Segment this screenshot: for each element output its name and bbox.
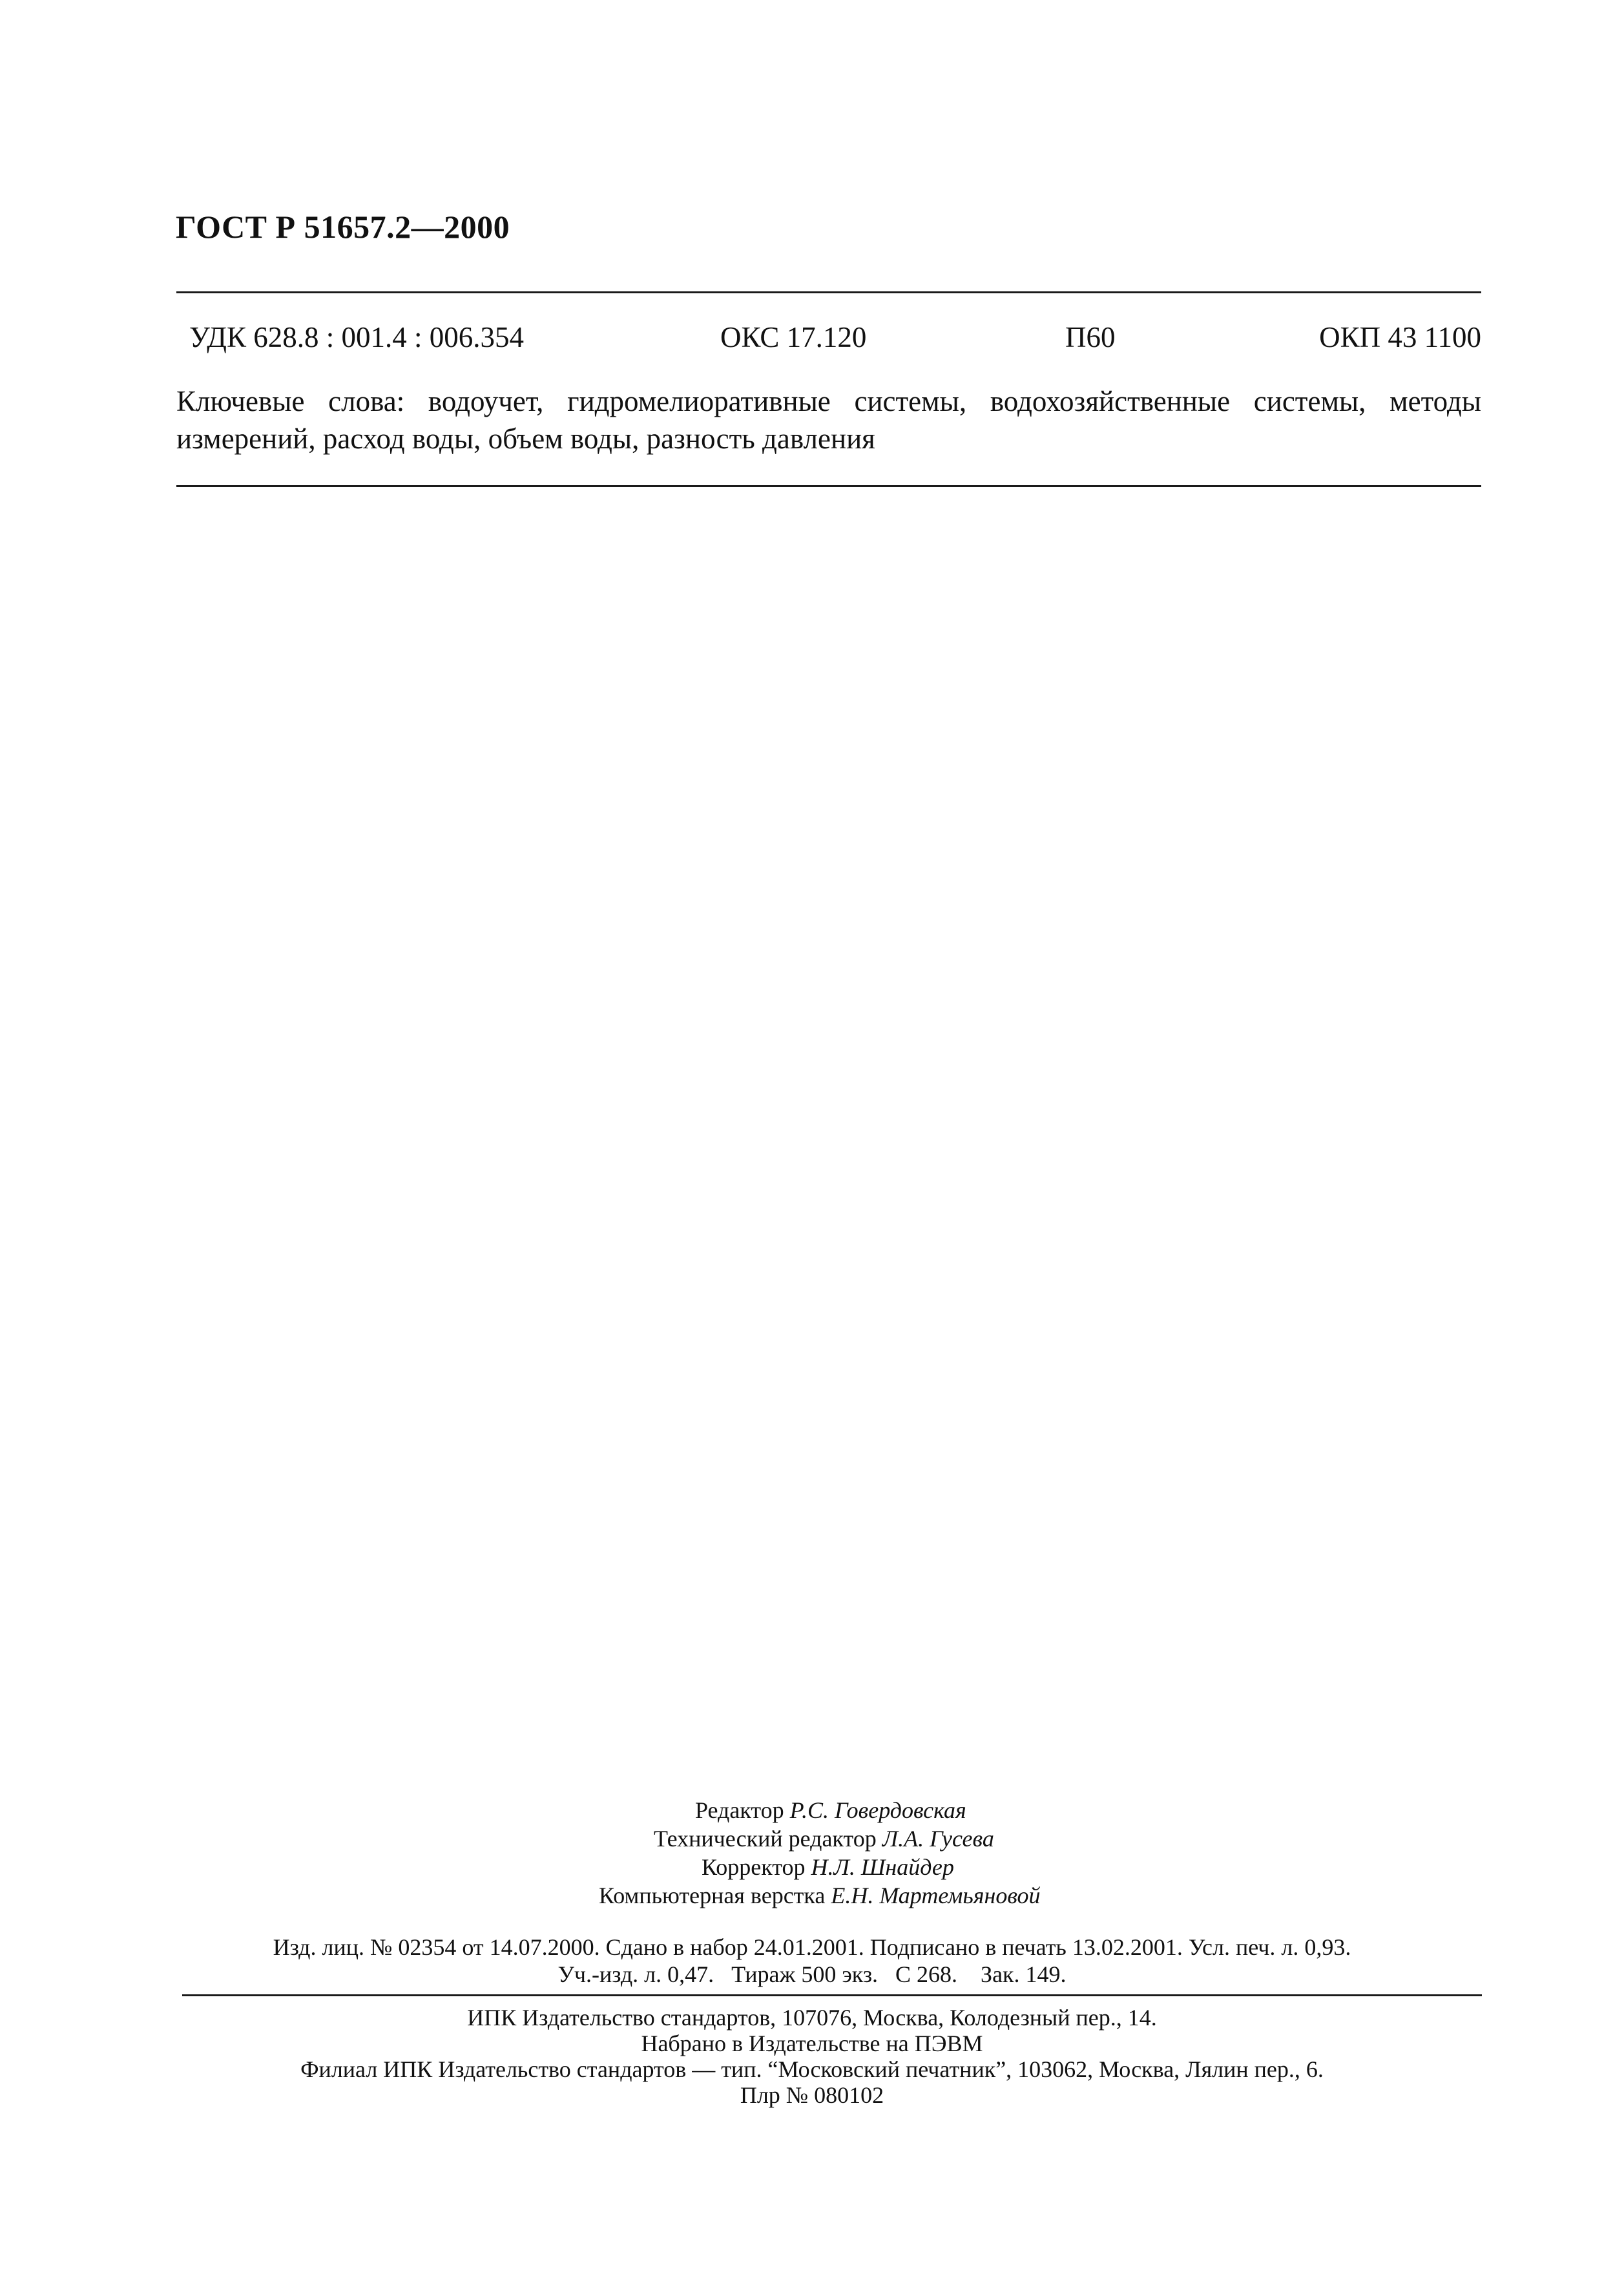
publisher-rule [182, 1994, 1482, 1996]
imprint-line-1: Изд. лиц. № 02354 от 14.07.2000. Сдано в набор 24.01.2001. Подписано в печать 13.02.2001. Усл. печ. л. 0,93. [273, 1934, 1351, 1960]
classification-row [189, 320, 1481, 359]
publisher-line-2: Набрано в Издательстве на ПЭВМ [641, 2031, 983, 2056]
top-rule [176, 291, 1481, 293]
group-code: П60 [1065, 321, 1116, 353]
credit-editor-name: Р.С. Говердовская [789, 1797, 966, 1823]
publisher-line-1: ИПК Издательство стандартов, 107076, Москва, Колодезный пер., 14. [467, 2005, 1157, 2031]
credit-layout-role: Компьютерная верстка [599, 1883, 826, 1908]
publisher-line-3: Филиал ИПК Издательство стандартов — тип. “Московский печатник”, 103062, Москва, Лялин пер., 6. [300, 2056, 1324, 2082]
credit-proofreader-role: Корректор [702, 1854, 806, 1880]
credit-tech-editor-name: Л.А. Гусева [882, 1826, 994, 1852]
oks-code: ОКС 17.120 [720, 321, 867, 353]
credit-editor-role: Редактор [695, 1797, 784, 1823]
publisher-line-4: Плр № 080102 [740, 2082, 884, 2108]
credit-editor [695, 1796, 966, 1824]
credit-tech-editor [654, 1824, 994, 1853]
okp-code: ОКП 43 1100 [1319, 321, 1481, 353]
keywords-rule [176, 485, 1481, 487]
document-code: ГОСТ Р 51657.2—2000 [176, 209, 510, 245]
keywords-line-1: Ключевые слова: водоучет, гидромелиоративные системы, водохозяйственные системы, методы [176, 385, 1481, 417]
imprint-line-2: Уч.-изд. л. 0,47. Тираж 500 экз. С 268. Зак. 149. [557, 1961, 1067, 1987]
credit-proofreader [702, 1853, 954, 1881]
credit-layout-name: Е.Н. Мартемьяновой [831, 1883, 1041, 1908]
credit-tech-editor-role: Технический редактор [654, 1826, 877, 1852]
keywords-block [176, 382, 1481, 457]
udk-code: УДК 628.8 : 001.4 : 006.354 [189, 321, 525, 353]
credit-proofreader-name: Н.Л. Шнайдер [811, 1854, 954, 1880]
keywords-line-2: измерений, расход воды, объем воды, разность давления [176, 423, 875, 455]
credit-layout [599, 1881, 1041, 1910]
